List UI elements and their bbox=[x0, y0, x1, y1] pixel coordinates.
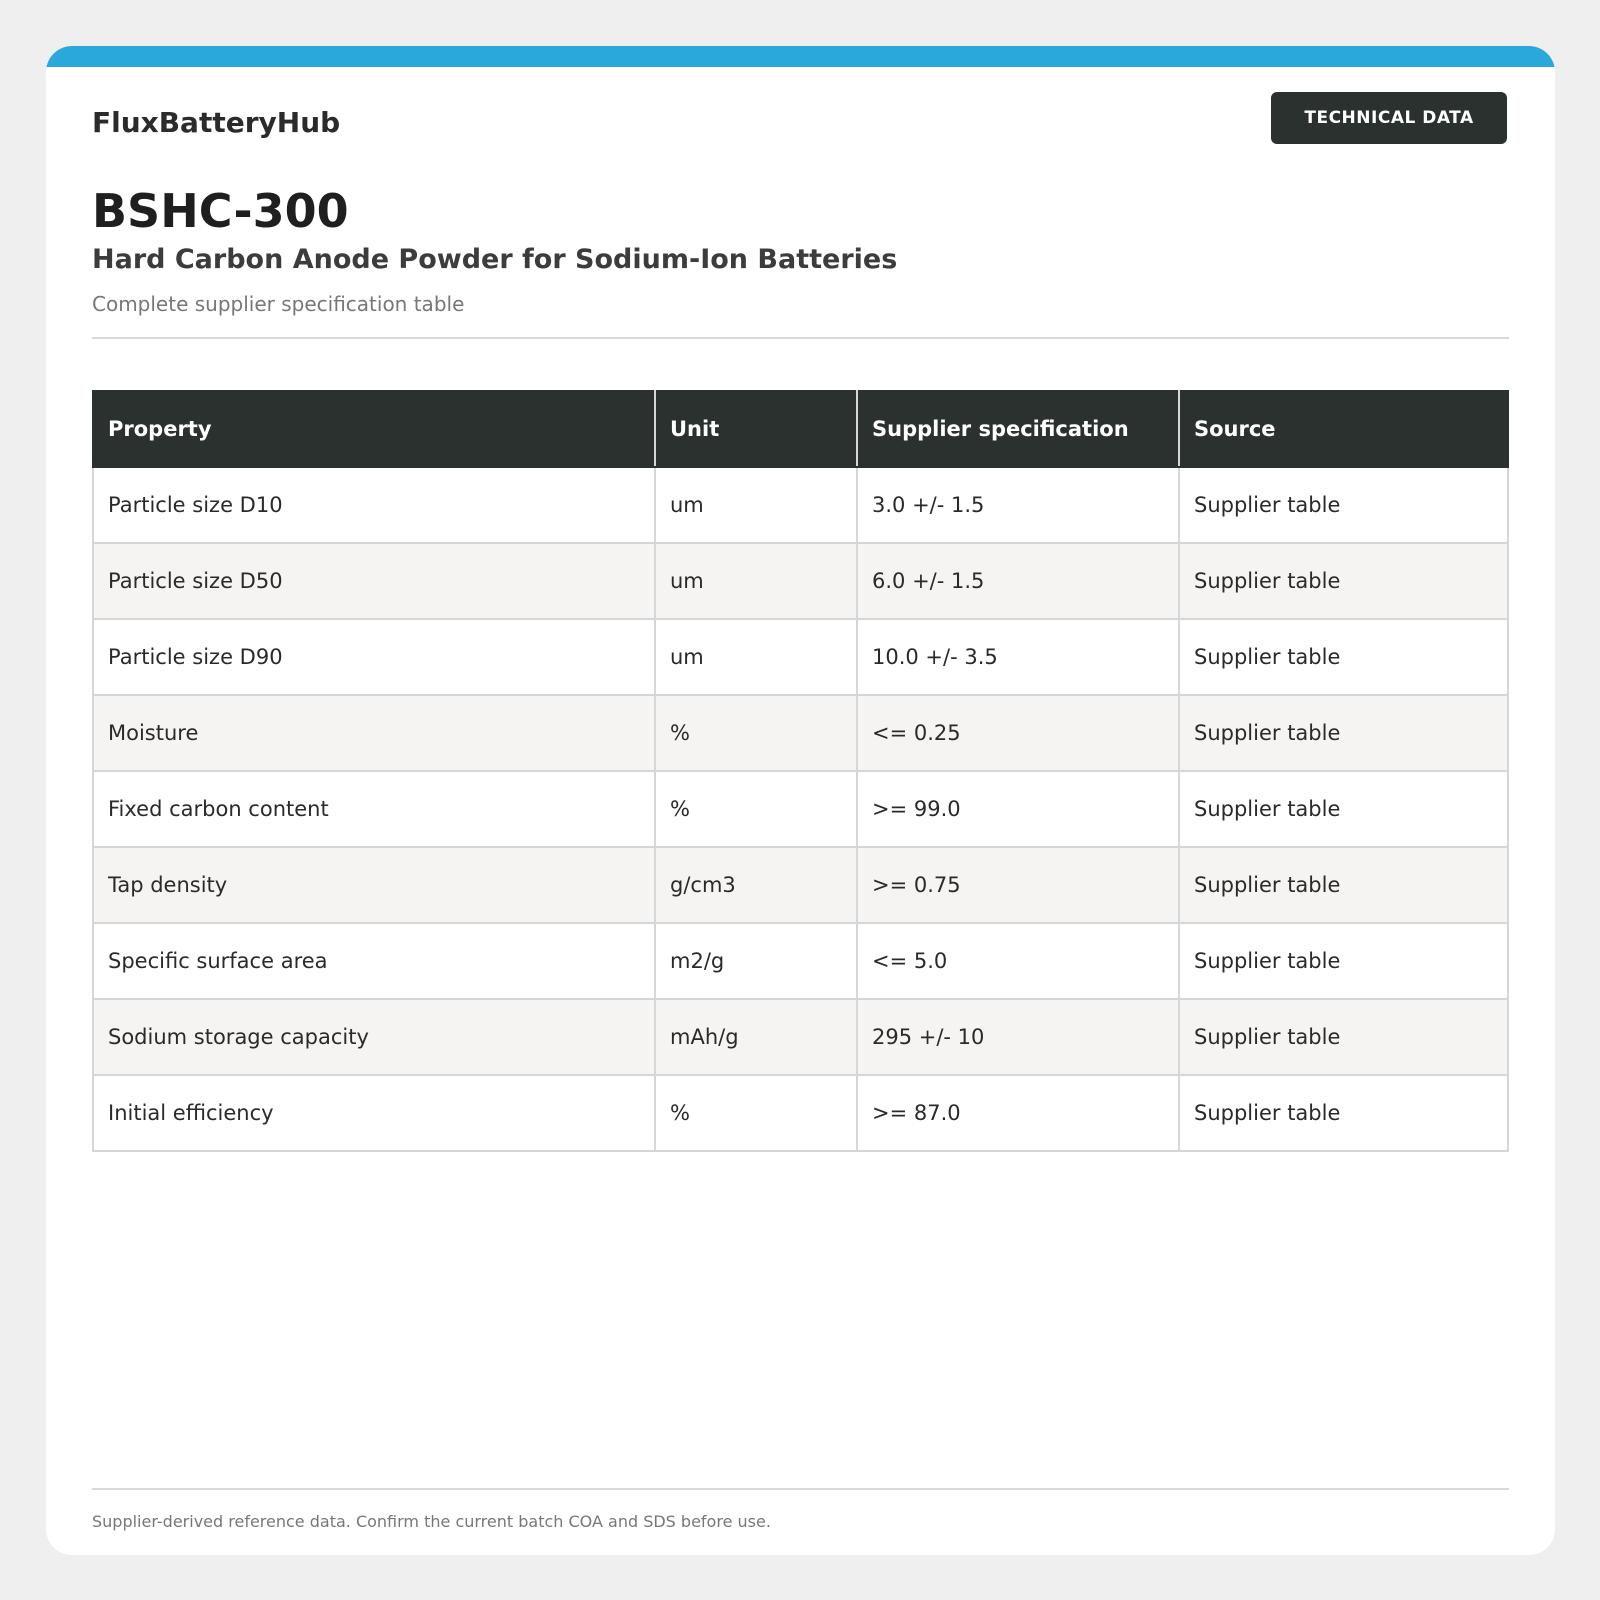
cell-spec: >= 87.0 bbox=[857, 1075, 1179, 1151]
footer-divider bbox=[92, 1488, 1509, 1490]
footer-note: Supplier-derived reference data. Confirm the current batch COA and SDS before use. bbox=[92, 1512, 771, 1531]
cell-property: Moisture bbox=[93, 695, 655, 771]
cell-property: Fixed carbon content bbox=[93, 771, 655, 847]
cell-source: Supplier table bbox=[1179, 1075, 1508, 1151]
cell-source: Supplier table bbox=[1179, 923, 1508, 999]
accent-bar bbox=[46, 46, 1555, 67]
product-name: Hard Carbon Anode Powder for Sodium-Ion Batteries bbox=[92, 244, 898, 275]
table-header-row bbox=[93, 391, 1508, 467]
cell-unit: g/cm3 bbox=[655, 847, 857, 923]
header-divider bbox=[92, 337, 1509, 339]
cell-property: Particle size D10 bbox=[93, 467, 655, 543]
column-header-unit: Unit bbox=[655, 391, 857, 467]
cell-spec: 10.0 +/- 3.5 bbox=[857, 619, 1179, 695]
table-row bbox=[93, 695, 1508, 771]
cell-unit: um bbox=[655, 543, 857, 619]
cell-spec: >= 99.0 bbox=[857, 771, 1179, 847]
table-row bbox=[93, 619, 1508, 695]
cell-source: Supplier table bbox=[1179, 467, 1508, 543]
table-row bbox=[93, 923, 1508, 999]
cell-source: Supplier table bbox=[1179, 771, 1508, 847]
cell-property: Tap density bbox=[93, 847, 655, 923]
cell-unit: % bbox=[655, 1075, 857, 1151]
table-row bbox=[93, 847, 1508, 923]
cell-property: Initial efficiency bbox=[93, 1075, 655, 1151]
spec-table bbox=[92, 390, 1509, 1152]
cell-unit: m2/g bbox=[655, 923, 857, 999]
cell-property: Particle size D50 bbox=[93, 543, 655, 619]
column-header-source: Source bbox=[1179, 391, 1508, 467]
cell-source: Supplier table bbox=[1179, 619, 1508, 695]
cell-source: Supplier table bbox=[1179, 543, 1508, 619]
cell-spec: 6.0 +/- 1.5 bbox=[857, 543, 1179, 619]
cell-spec: <= 5.0 bbox=[857, 923, 1179, 999]
technical-data-badge: TECHNICAL DATA bbox=[1271, 92, 1507, 144]
table-row bbox=[93, 771, 1508, 847]
cell-spec: 3.0 +/- 1.5 bbox=[857, 467, 1179, 543]
cell-property: Particle size D90 bbox=[93, 619, 655, 695]
cell-source: Supplier table bbox=[1179, 695, 1508, 771]
cell-unit: % bbox=[655, 771, 857, 847]
column-header-property: Property bbox=[93, 391, 655, 467]
cell-spec: 295 +/- 10 bbox=[857, 999, 1179, 1075]
cell-property: Sodium storage capacity bbox=[93, 999, 655, 1075]
cell-spec: <= 0.25 bbox=[857, 695, 1179, 771]
table-body bbox=[93, 467, 1508, 1151]
cell-unit: % bbox=[655, 695, 857, 771]
product-code: BSHC-300 bbox=[92, 184, 349, 238]
table-row bbox=[93, 1075, 1508, 1151]
cell-spec: >= 0.75 bbox=[857, 847, 1179, 923]
column-header-spec: Supplier specification bbox=[857, 391, 1179, 467]
cell-source: Supplier table bbox=[1179, 999, 1508, 1075]
spec-sheet-card bbox=[46, 46, 1555, 1555]
cell-property: Specific surface area bbox=[93, 923, 655, 999]
cell-unit: um bbox=[655, 467, 857, 543]
cell-unit: mAh/g bbox=[655, 999, 857, 1075]
table-row bbox=[93, 543, 1508, 619]
cell-source: Supplier table bbox=[1179, 847, 1508, 923]
table-row bbox=[93, 999, 1508, 1075]
cell-unit: um bbox=[655, 619, 857, 695]
brand-name: FluxBatteryHub bbox=[92, 106, 341, 139]
table-row bbox=[93, 467, 1508, 543]
product-description: Complete supplier specification table bbox=[92, 292, 465, 316]
